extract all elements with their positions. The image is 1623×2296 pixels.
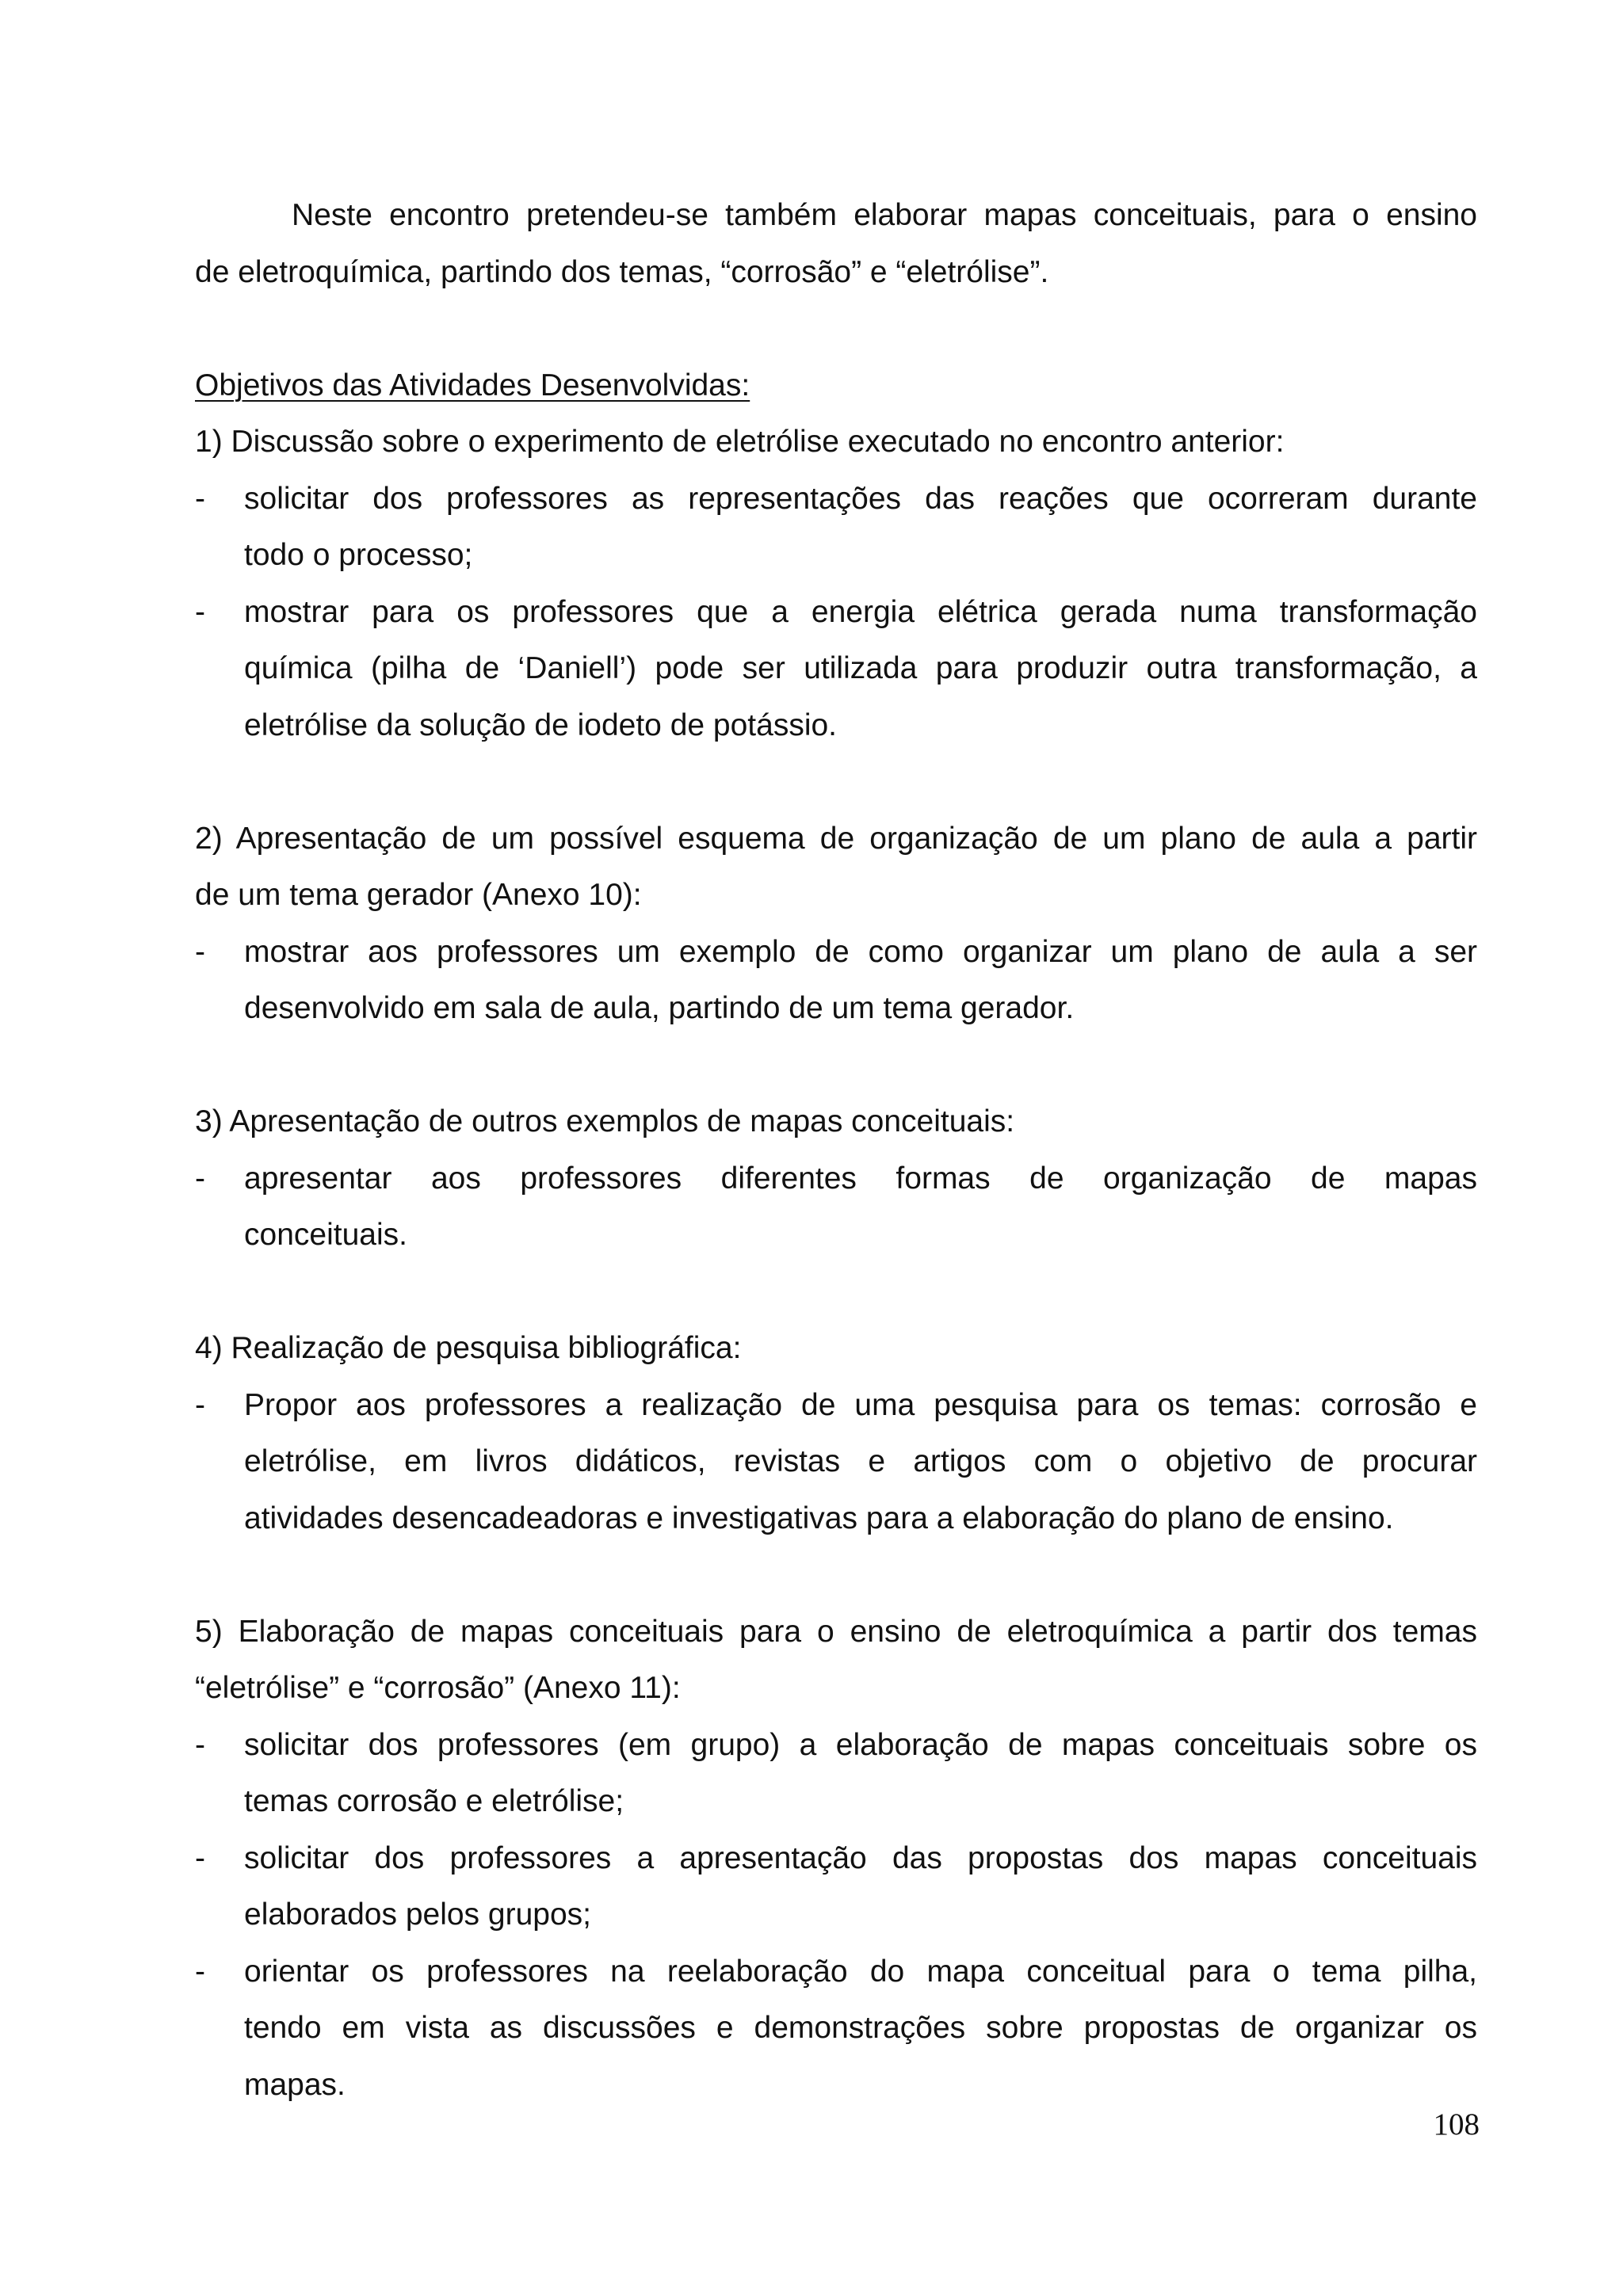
spacer <box>195 1037 1477 1094</box>
section-3 <box>195 1093 1477 1264</box>
bullet-item <box>195 1717 1477 1830</box>
section-title: 3) Apresentação de outros exemplos de mapas conceituais: <box>195 1104 1015 1138</box>
bullet-line: tendo em vista as discussões e demonstrações sobre propostas de organizar os <box>244 2011 1477 2045</box>
bullet-item <box>195 1830 1477 1943</box>
section-title: 4) Realização de pesquisa bibliográfica: <box>195 1331 742 1365</box>
spacer <box>195 1547 1477 1604</box>
objectives-heading: Objetivos das Atividades Desenvolvidas: <box>195 368 750 402</box>
page-number: 108 <box>1433 2107 1480 2142</box>
bullet-dash: - <box>195 1840 205 1875</box>
bullet-line: elaborados pelos grupos; <box>244 1897 591 1932</box>
bullet-line: eletrólise da solução de iodeto de potássio. <box>244 707 838 742</box>
bullet-line: atividades desencadeadoras e investigativas para a elaboração do plano de ensino. <box>244 1501 1394 1535</box>
spacer <box>195 300 1477 357</box>
spacer <box>195 753 1477 810</box>
bullet-dash: - <box>195 481 205 516</box>
bullet-dash: - <box>195 934 205 969</box>
section-title: “eletrólise” e “corrosão” (Anexo 11): <box>195 1671 681 1705</box>
bullet-line: solicitar dos professores as representações das reações que ocorreram durante <box>244 481 1477 516</box>
intro-line-2: de eletroquímica, partindo dos temas, “corrosão” e “eletrólise”. <box>195 254 1049 289</box>
bullet-line: desenvolvido em sala de aula, partindo de um tema gerador. <box>244 991 1075 1025</box>
section-title: 5) Elaboração de mapas conceituais para o ensino de eletroquímica a partir dos temas <box>195 1614 1477 1649</box>
bullet-line: apresentar aos professores diferentes formas de organização de mapas <box>244 1161 1477 1196</box>
bullet-item <box>195 924 1477 1037</box>
spacer <box>195 1264 1477 1321</box>
bullet-dash: - <box>195 1161 205 1196</box>
bullet-dash: - <box>195 1727 205 1762</box>
section-5 <box>195 1604 1477 2114</box>
bullet-line: solicitar dos professores (em grupo) a elaboração de mapas conceituais sobre os <box>244 1727 1477 1762</box>
section-title: de um tema gerador (Anexo 10): <box>195 878 642 912</box>
intro-line-1: Neste encontro pretendeu-se também elaborar mapas conceituais, para o ensino <box>292 198 1477 232</box>
section-title: 1) Discussão sobre o experimento de eletrólise executado no encontro anterior: <box>195 425 1285 459</box>
bullet-dash: - <box>195 594 205 629</box>
bullet-line: Propor aos professores a realização de uma pesquisa para os temas: corrosão e <box>244 1387 1477 1422</box>
bullet-line: mapas. <box>244 2067 346 2102</box>
section-1 <box>195 414 1477 753</box>
bullet-line: conceituais. <box>244 1218 407 1252</box>
bullet-item <box>195 471 1477 584</box>
bullet-dash: - <box>195 1954 205 1989</box>
bullet-line: mostrar aos professores um exemplo de como organizar um plano de aula a ser <box>244 934 1477 969</box>
section-4 <box>195 1320 1477 1547</box>
bullet-line: todo o processo; <box>244 538 473 572</box>
section-title: 2) Apresentação de um possível esquema de organização de um plano de aula a partir <box>195 821 1477 856</box>
bullet-line: mostrar para os professores que a energia elétrica gerada numa transformação <box>244 594 1477 629</box>
bullet-item <box>195 1943 1477 2114</box>
bullet-line: química (pilha de ‘Daniell’) pode ser utilizada para produzir outra transformação, a <box>244 651 1477 685</box>
document-page <box>195 187 1477 2113</box>
bullet-line: orientar os professores na reelaboração do mapa conceitual para o tema pilha, <box>244 1954 1477 1989</box>
bullet-line: solicitar dos professores a apresentação das propostas dos mapas conceituais <box>244 1840 1477 1875</box>
bullet-item <box>195 1150 1477 1264</box>
bullet-dash: - <box>195 1387 205 1422</box>
bullet-line: eletrólise, em livros didáticos, revistas e artigos com o objetivo de procurar <box>244 1444 1477 1478</box>
bullet-line: temas corrosão e eletrólise; <box>244 1784 624 1818</box>
bullet-item <box>195 1377 1477 1547</box>
bullet-item <box>195 584 1477 754</box>
section-2 <box>195 810 1477 1037</box>
